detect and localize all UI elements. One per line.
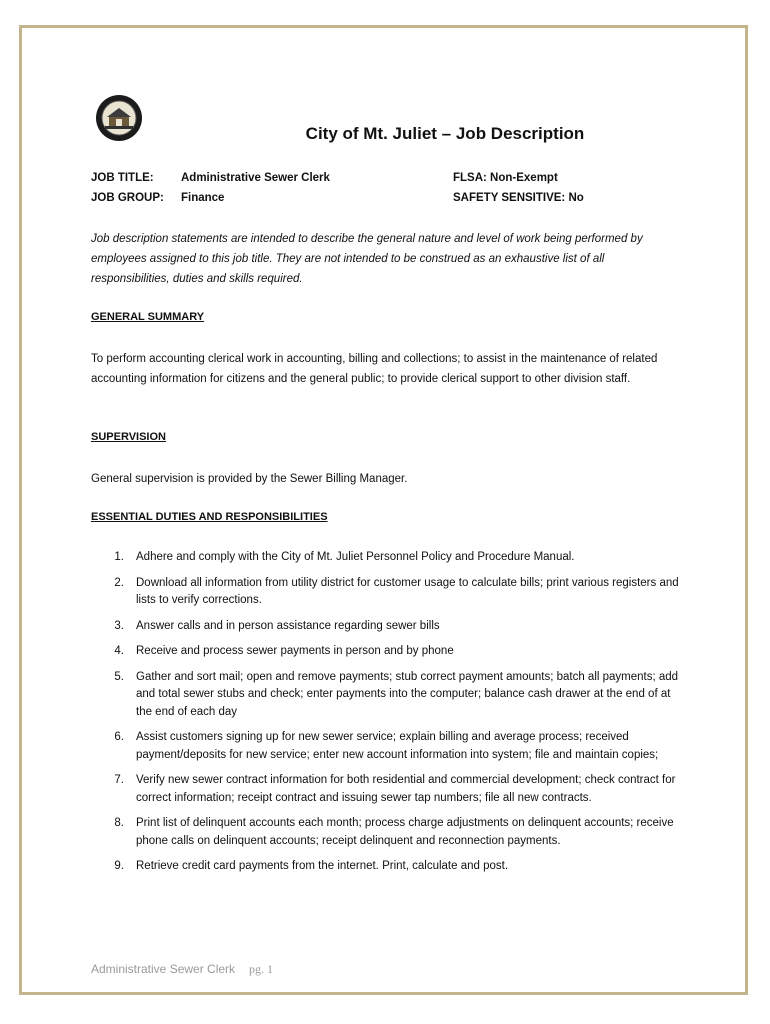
duty-text: Retrieve credit card payments from the internet. Print, calculate and post.: [136, 860, 509, 872]
duty-item: [91, 772, 691, 807]
duty-text: Answer calls and in person assistance regarding sewer bills: [136, 619, 440, 632]
general-summary-text: To perform accounting clerical work in accounting, billing and collections; to assist in the maintenance of related accounting information for citizens and the general public; to provide clerical support to other division staff.: [91, 353, 658, 385]
duty-item: [91, 815, 691, 850]
duty-text: Assist customers signing up for new sewer service; explain billing and average process; received payment/deposits for new service; enter new account information into system; file and maintain copies;: [136, 731, 659, 761]
duty-item: [91, 729, 691, 764]
duty-number: 8.: [114, 817, 124, 829]
duty-text: Gather and sort mail; open and remove payments; stub correct payment amounts; batch all payments; add and total sewer stubs and check; enter payments into the computer; balance cash drawer at the end of at the end of each day: [136, 670, 679, 718]
footer-doc-name: Administrative Sewer Clerk: [91, 962, 236, 976]
supervision-heading: SUPERVISION: [91, 431, 166, 443]
duty-number: 7.: [114, 774, 124, 786]
duty-number: 5.: [114, 670, 124, 683]
duty-text: Download all information from utility district for customer usage to calculate bills; print various registers and lists to verify corrections.: [136, 576, 679, 606]
duty-item: [91, 643, 691, 661]
duty-item: [91, 549, 691, 567]
duty-number: 3.: [114, 619, 124, 632]
general-summary-heading: GENERAL SUMMARY: [91, 311, 205, 323]
job-group-label: JOB GROUP:: [91, 192, 164, 204]
job-group-value: Finance: [181, 192, 225, 204]
duty-text: Receive and process sewer payments in person and by phone: [136, 645, 454, 657]
duty-number: 9.: [114, 860, 124, 872]
duty-item: [91, 575, 691, 610]
job-title-label: JOB TITLE:: [91, 172, 154, 184]
duty-text: Print list of delinquent accounts each month; process charge adjustments on delinquent accounts; receive phone calls on delinquent accounts; receipt delinquent and reconnection payments.: [136, 817, 674, 847]
duty-item: [91, 618, 691, 636]
supervision-text: General supervision is provided by the Sewer Billing Manager.: [91, 473, 408, 485]
duty-number: 2.: [114, 576, 124, 589]
essential-duties-heading: ESSENTIAL DUTIES AND RESPONSIBILITIES: [91, 511, 328, 523]
duty-item: [91, 669, 691, 722]
intro-statement: Job description statements are intended to describe the general nature and level of work being performed by employees assigned to this job title. They are not intended to be construed as an exhaustive list of all responsibilities, duties and skills required.: [91, 233, 643, 285]
footer-page-number: pg. 1: [249, 962, 274, 976]
duties-list: [91, 549, 691, 876]
document-title: City of Mt. Juliet – Job Description: [305, 124, 585, 143]
duty-item: [91, 858, 691, 876]
job-title-value: Administrative Sewer Clerk: [181, 172, 330, 184]
duty-text: Adhere and comply with the City of Mt. Juliet Personnel Policy and Procedure Manual.: [136, 551, 575, 563]
duty-number: 4.: [114, 645, 124, 657]
duty-text: Verify new sewer contract information for both residential and commercial development; check contract for correct information; receipt contract and issuing sewer tap numbers; file all new contracts.: [136, 774, 676, 804]
duty-number: 6.: [114, 731, 124, 743]
safety-sensitive: SAFETY SENSITIVE: No: [453, 192, 584, 204]
flsa-status: FLSA: Non-Exempt: [453, 172, 558, 184]
page-footer: [91, 962, 273, 977]
duty-number: 1.: [114, 551, 124, 563]
